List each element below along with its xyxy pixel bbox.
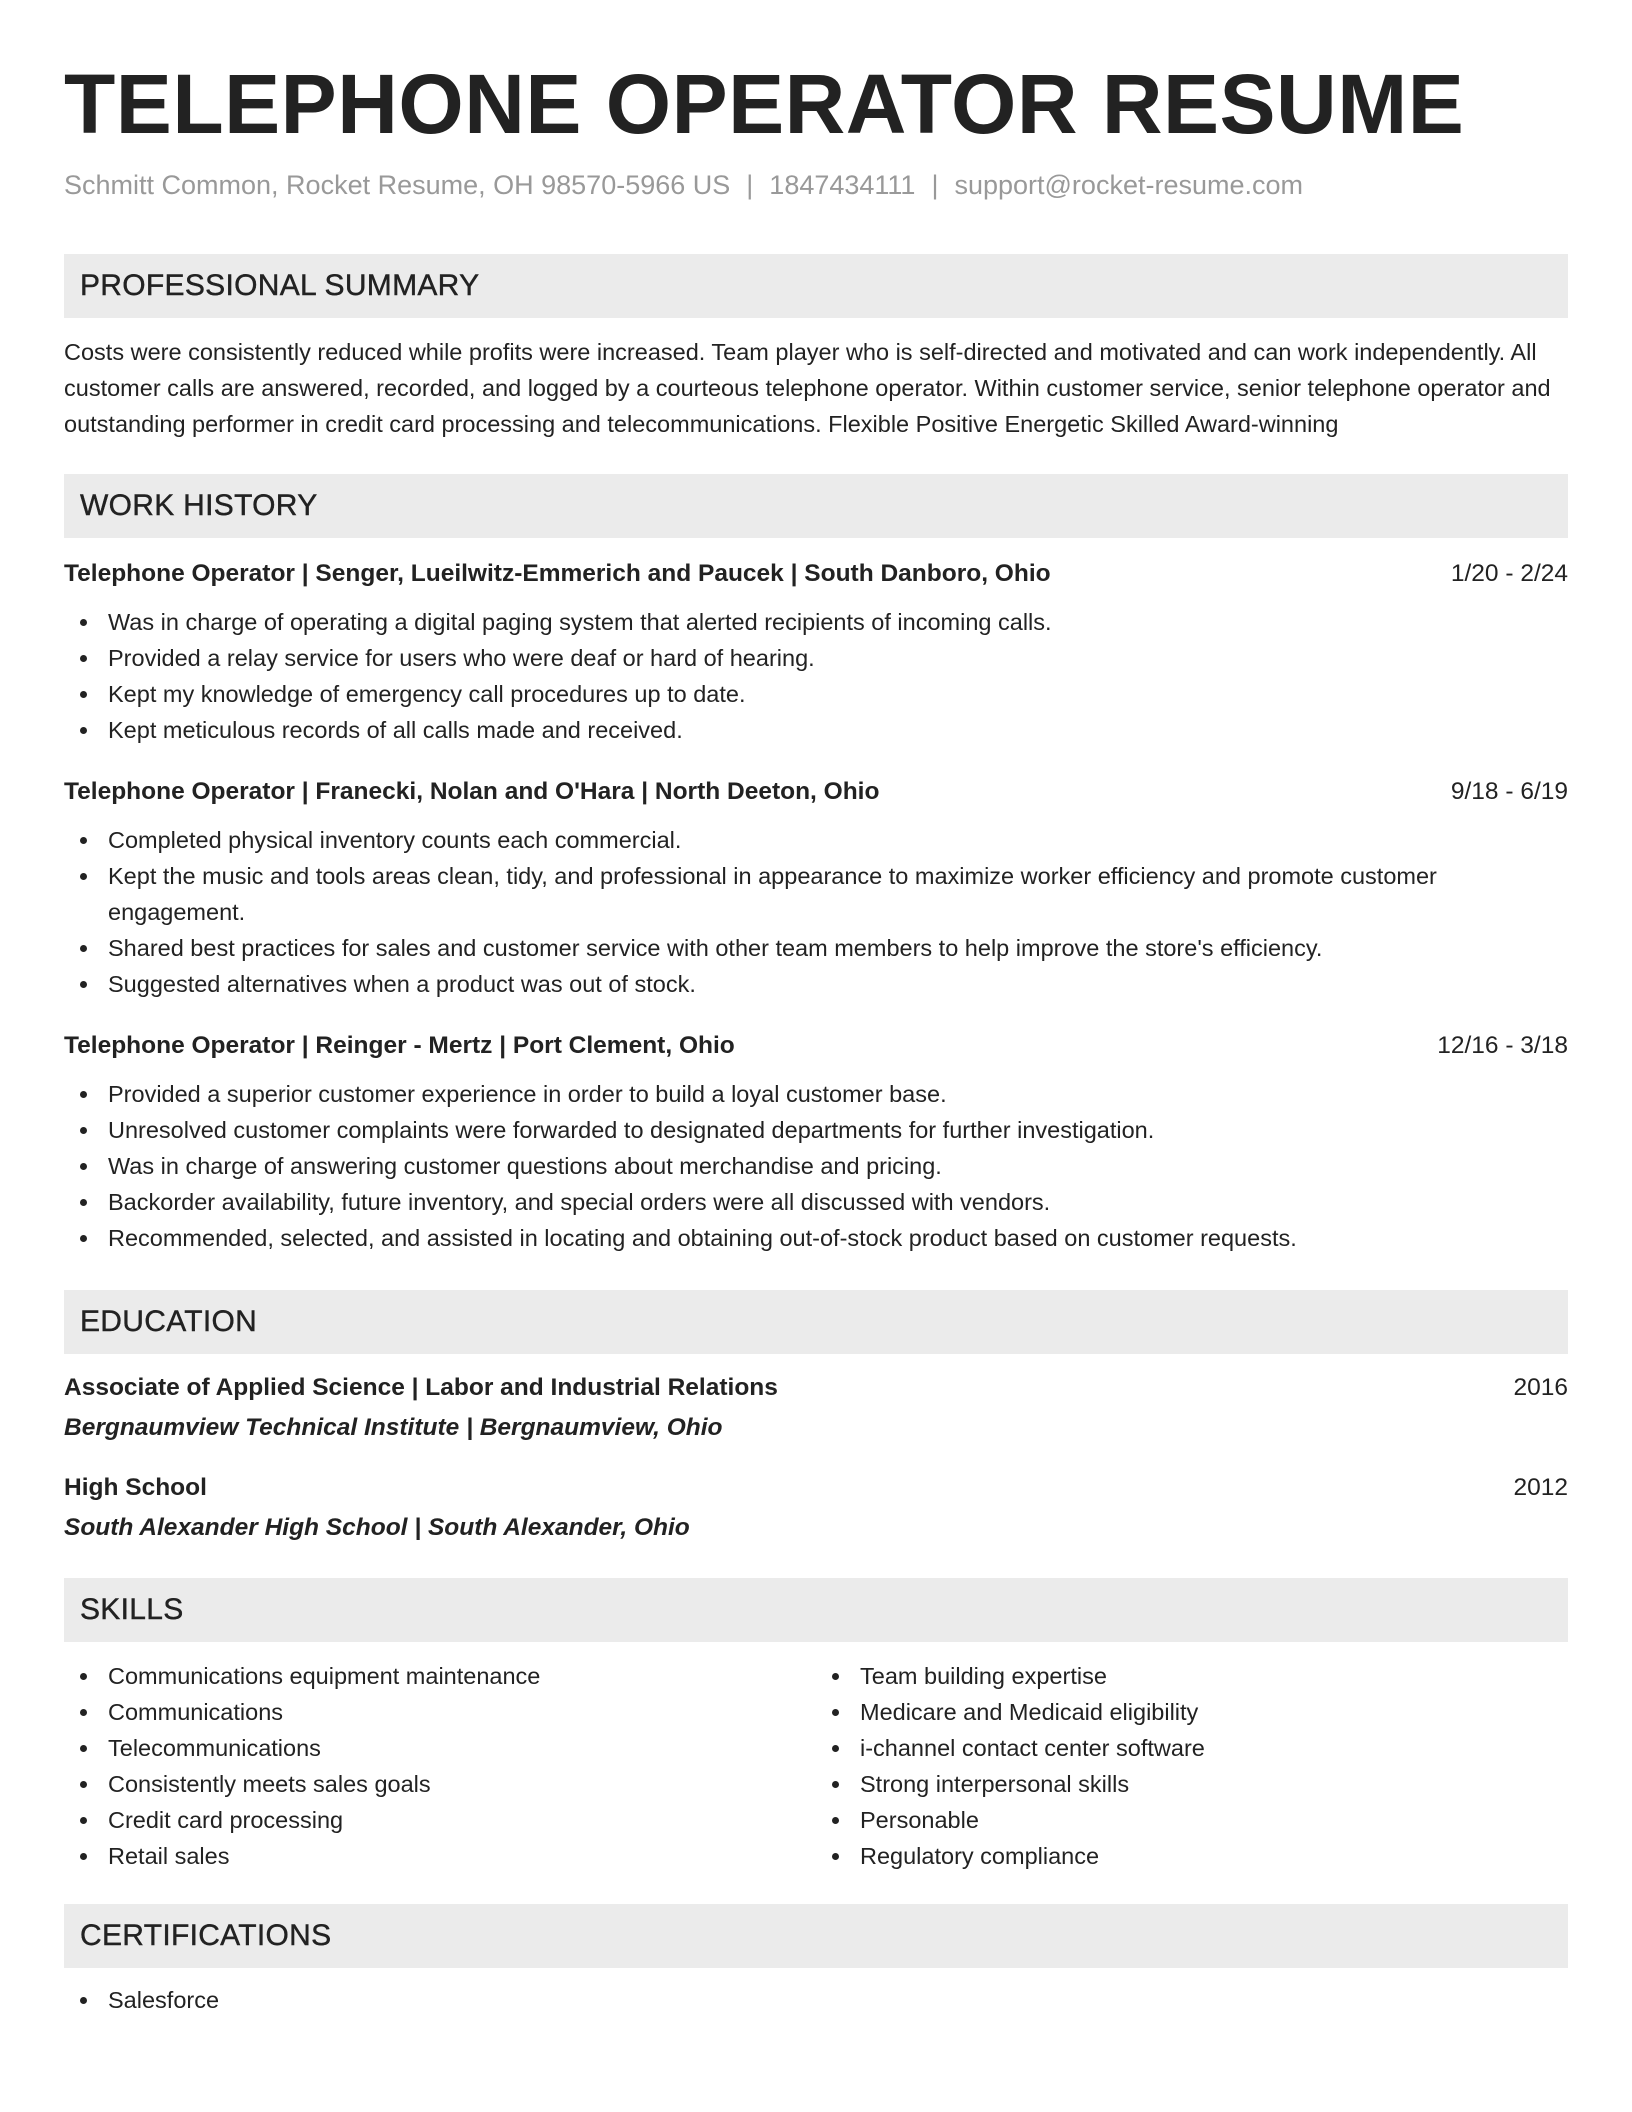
job-bullets xyxy=(64,604,1568,748)
skill-item: Consistently meets sales goals xyxy=(64,1766,816,1802)
list-item: Kept the music and tools areas clean, tidy, and professional in appearance to maximize worker efficiency and promote customer engagement. xyxy=(64,858,1568,930)
list-item: Recommended, selected, and assisted in locating and obtaining out-of-stock product based on customer requests. xyxy=(64,1220,1568,1256)
section-title: EDUCATION xyxy=(80,1305,258,1338)
resume-title: TELEPHONE OPERATOR RESUME xyxy=(64,57,1465,151)
skill-item: Team building expertise xyxy=(816,1658,1568,1694)
skills-grid xyxy=(64,1658,1568,1874)
section-header-summary xyxy=(64,254,1568,318)
list-item: Suggested alternatives when a product was out of stock. xyxy=(64,966,1568,1002)
list-item: Backorder availability, future inventory, and special orders were all discussed with vendors. xyxy=(64,1184,1568,1220)
certifications-list xyxy=(64,1982,1568,2018)
skill-item: Retail sales xyxy=(64,1838,816,1874)
job-dates: 12/16 - 3/18 xyxy=(1437,1032,1568,1059)
job-bullets xyxy=(64,822,1568,1002)
contact-phone: 1847434111 xyxy=(769,170,916,200)
list-item: Shared best practices for sales and customer service with other team members to help improve the store's efficiency. xyxy=(64,930,1568,966)
job-header xyxy=(64,1030,1568,1062)
skill-item: Credit card processing xyxy=(64,1802,816,1838)
job-dates: 1/20 - 2/24 xyxy=(1450,560,1568,587)
job-entry xyxy=(64,558,1568,748)
education-header xyxy=(64,1372,1568,1404)
skill-item: Regulatory compliance xyxy=(816,1838,1568,1874)
job-header xyxy=(64,558,1568,590)
contact-email: support@rocket-resume.com xyxy=(954,170,1303,200)
education-entry xyxy=(64,1472,1568,1544)
job-bullets xyxy=(64,1076,1568,1256)
education-header xyxy=(64,1472,1568,1504)
contact-address: Schmitt Common, Rocket Resume, OH 98570-5966 US xyxy=(64,170,731,200)
section-title: SKILLS xyxy=(80,1593,184,1626)
job-entry xyxy=(64,1030,1568,1256)
education-entry xyxy=(64,1372,1568,1444)
list-item: Unresolved customer complaints were forwarded to designated departments for further investigation. xyxy=(64,1112,1568,1148)
section-header-education xyxy=(64,1290,1568,1354)
list-item: Provided a superior customer experience in order to build a loyal customer base. xyxy=(64,1076,1568,1112)
skill-item: Medicare and Medicaid eligibility xyxy=(816,1694,1568,1730)
section-title: CERTIFICATIONS xyxy=(80,1919,332,1952)
skill-item: Telecommunications xyxy=(64,1730,816,1766)
skill-item: Strong interpersonal skills xyxy=(816,1766,1568,1802)
school-name: South Alexander High School | South Alexander, Ohio xyxy=(64,1514,690,1541)
list-item: Completed physical inventory counts each commercial. xyxy=(64,822,1568,858)
school-name: Bergnaumview Technical Institute | Bergnaumview, Ohio xyxy=(64,1414,723,1441)
degree-title: High School xyxy=(64,1474,207,1501)
section-header-certifications xyxy=(64,1904,1568,1968)
skill-item: Communications equipment maintenance xyxy=(64,1658,816,1694)
job-header xyxy=(64,776,1568,808)
section-header-skills xyxy=(64,1578,1568,1642)
certification-item: Salesforce xyxy=(64,1982,1568,2018)
skill-item: Personable xyxy=(816,1802,1568,1838)
job-entry xyxy=(64,776,1568,1002)
education-year: 2012 xyxy=(1513,1474,1568,1501)
list-item: Kept meticulous records of all calls made and received. xyxy=(64,712,1568,748)
skills-column-left xyxy=(64,1658,816,1874)
summary-text: Costs were consistently reduced while profits were increased. Team player who is self-directed and motivated and can work independently. All customer calls are answered, recorded, and logged by a courteous telephone operator. Within customer service, senior telephone operator and outstanding performer in credit card processing and telecommunications. Flexible Positive Energetic Skilled Award-winning xyxy=(64,339,1551,437)
degree-title: Associate of Applied Science | Labor and Industrial Relations xyxy=(64,1374,778,1401)
job-title: Telephone Operator | Franecki, Nolan and O'Hara | North Deeton, Ohio xyxy=(64,778,880,805)
education-year: 2016 xyxy=(1513,1374,1568,1401)
job-title: Telephone Operator | Senger, Lueilwitz-Emmerich and Paucek | South Danboro, Ohio xyxy=(64,560,1051,587)
contact-separator: | xyxy=(931,170,939,200)
job-dates: 9/18 - 6/19 xyxy=(1450,778,1568,805)
section-title: WORK HISTORY xyxy=(80,489,318,522)
contact-line xyxy=(64,168,1568,202)
list-item: Kept my knowledge of emergency call procedures up to date. xyxy=(64,676,1568,712)
contact-separator: | xyxy=(746,170,754,200)
skill-item: i-channel contact center software xyxy=(816,1730,1568,1766)
list-item: Was in charge of answering customer questions about merchandise and pricing. xyxy=(64,1148,1568,1184)
skills-column-right xyxy=(816,1658,1568,1874)
section-header-work-history xyxy=(64,474,1568,538)
job-title: Telephone Operator | Reinger - Mertz | Port Clement, Ohio xyxy=(64,1032,735,1059)
section-title: PROFESSIONAL SUMMARY xyxy=(80,269,480,302)
list-item: Was in charge of operating a digital paging system that alerted recipients of incoming calls. xyxy=(64,604,1568,640)
skill-item: Communications xyxy=(64,1694,816,1730)
list-item: Provided a relay service for users who were deaf or hard of hearing. xyxy=(64,640,1568,676)
